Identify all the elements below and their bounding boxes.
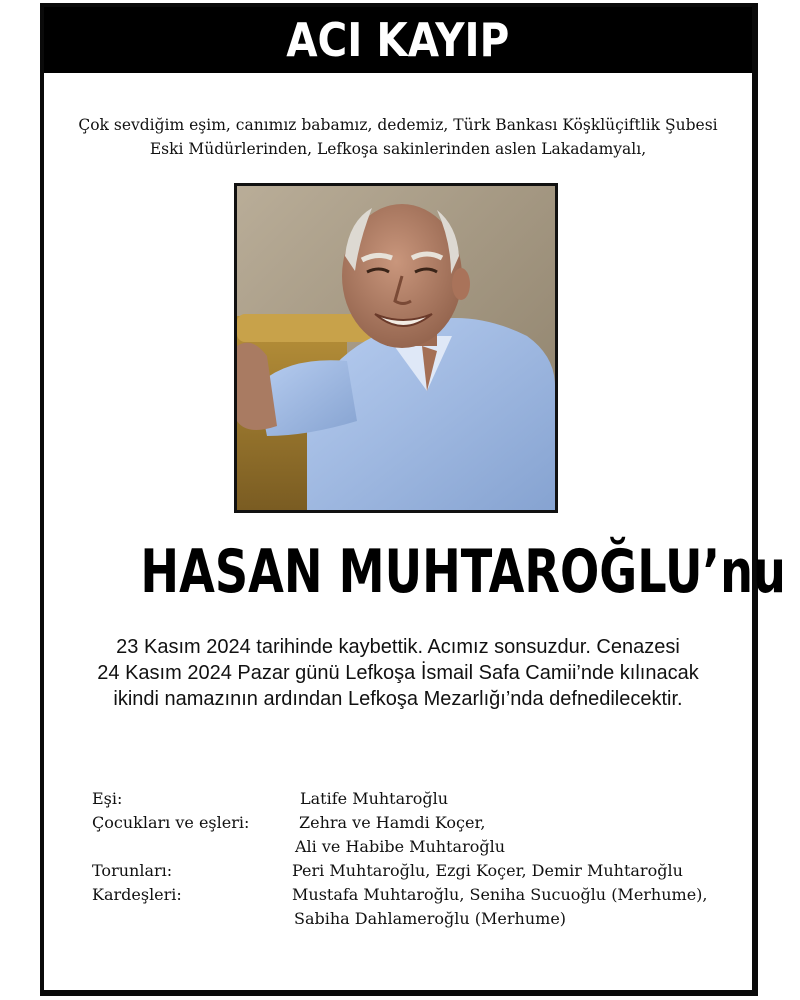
family-value: Ali ve Habibe Muhtaroğlu xyxy=(295,837,506,856)
family-label: Eşi: xyxy=(92,789,123,808)
family-row xyxy=(92,835,742,859)
family-label xyxy=(92,907,292,931)
banner-title: ACI KAYIP xyxy=(286,13,510,67)
family-label: Torunları: xyxy=(92,861,173,880)
obituary-frame xyxy=(40,3,786,996)
family-row xyxy=(92,883,742,907)
portrait-illustration xyxy=(237,186,555,510)
family-row xyxy=(92,859,742,883)
family-value: Latife Muhtaroğlu xyxy=(300,789,449,808)
family-row xyxy=(92,907,742,931)
family-row xyxy=(92,811,742,835)
message-line: ikindi namazının ardından Lefkoşa Mezarlığı’nda defnedilecektir. xyxy=(113,688,683,710)
family-label: Kardeşleri: xyxy=(92,885,182,904)
family-value: Sabiha Dahlameroğlu (Merhume) xyxy=(294,909,567,928)
family-value: Mustafa Muhtaroğlu, Seniha Sucuoğlu (Merhume), xyxy=(292,885,708,904)
intro-line: Çok sevdiğim eşim, canımız babamız, dedemiz, Türk Bankası Köşklüçiftlik Şubesi xyxy=(78,116,718,134)
family-row xyxy=(92,787,742,811)
intro-line: Eski Müdürlerinden, Lefkoşa sakinlerinden aslen Lakadamyalı, xyxy=(149,140,647,158)
message-line: 23 Kasım 2024 tarihinde kaybettik. Acımız sonsuzdur. Cenazesi xyxy=(116,636,680,658)
intro-text xyxy=(64,113,732,161)
family-value: Zehra ve Hamdi Koçer, xyxy=(299,813,486,832)
message-line: 24 Kasım 2024 Pazar günü Lefkoşa İsmail Safa Camii’nde kılınacak xyxy=(97,662,699,684)
family-value: Peri Muhtaroğlu, Ezgi Koçer, Demir Muhtaroğlu xyxy=(292,861,683,880)
family-list xyxy=(92,787,742,931)
family-label: Çocukları ve eşleri: xyxy=(92,813,250,832)
announcement-message xyxy=(54,634,742,712)
family-label xyxy=(92,835,292,859)
deceased-name xyxy=(44,537,786,607)
header-banner xyxy=(44,7,752,73)
deceased-name-text: HASAN MUHTAROĞLU’nu xyxy=(140,537,786,607)
portrait-photo xyxy=(234,183,558,513)
